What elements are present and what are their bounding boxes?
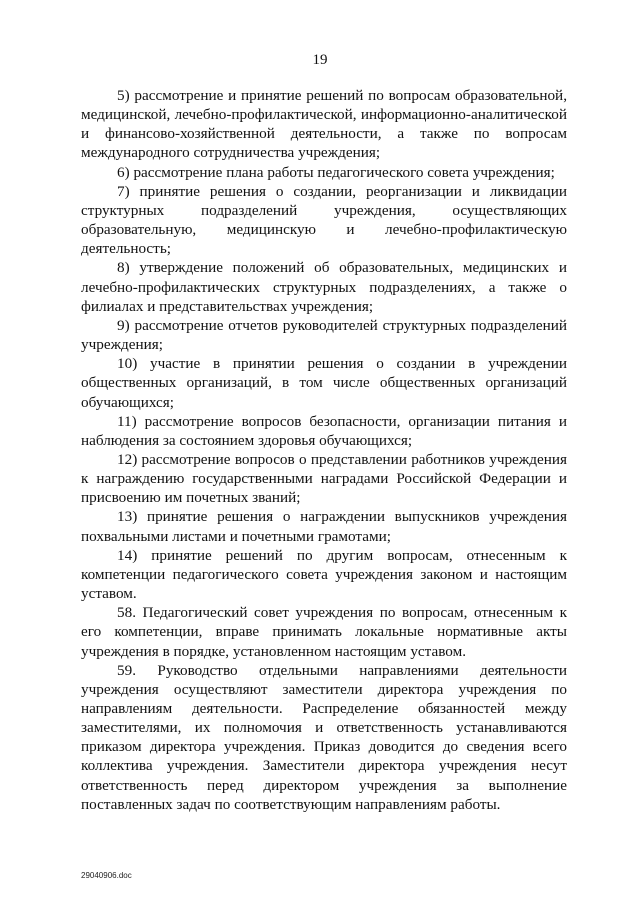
clause-58: 58. Педагогический совет учреждения по вопросам, отнесенным к его компетенции, вправе принимать локальные нормативные акты учреждения в порядке, установленном настоящим уставом. (81, 604, 567, 660)
document-body (81, 86, 567, 814)
list-item-7: 7) принятие решения о создании, реорганизации и ликвидации структурных подразделений учреждения, осуществляющих образовательную, медицинскую и лечебно-профилактическую деятельность; (81, 182, 567, 258)
list-item-12: 12) рассмотрение вопросов о представлении работников учреждения к награждению государственными наградами Российской Федерации и присвоению им почетных званий; (81, 450, 567, 507)
footer-filename: 29040906.doc (81, 871, 132, 880)
list-item-11: 11) рассмотрение вопросов безопасности, организации питания и наблюдения за состоянием здоровья обучающихся; (81, 412, 567, 449)
list-item-5: 5) рассмотрение и принятие решений по вопросам образовательной, медицинской, лечебно-профилактической, информационно-аналитической и финансово-хозяйственной деятельности, а также по вопросам международного сотрудничества учреждения; (81, 87, 567, 162)
page-number: 19 (312, 52, 328, 68)
list-item-14: 14) принятие решений по другим вопросам, отнесенным к компетенции педагогического совета учреждения законом и настоящим уставом. (81, 546, 567, 603)
list-item-10: 10) участие в принятии решения о создании в учреждении общественных организаций, в том числе общественных организаций обучающихся; (81, 355, 567, 411)
list-item-6: 6) рассмотрение плана работы педагогического совета учреждения; (117, 163, 555, 181)
list-item-9: 9) рассмотрение отчетов руководителей структурных подразделений учреждения; (81, 316, 567, 354)
clause-59: 59. Руководство отдельными направлениями деятельности учреждения осуществляют заместители директора учреждения по направлениям деятельности. Распределение обязанностей между заместителями, их полномочия и ответственность устанавливаются приказом директора учреждения. Приказ доводится до сведения всего коллектива учреждения. Заместители директора учреждения несут ответственность перед директором учреждения за выполнение поставленных задач по соответствующим направлениям работы. (81, 661, 567, 813)
list-item-13: 13) принятие решения о награждении выпускников учреждения похвальными листами и почетными грамотами; (81, 508, 567, 545)
list-item-8: 8) утверждение положений об образовательных, медицинских и лечебно-профилактических структурных подразделениях, а также о филиалах и представительствах учреждения; (81, 259, 567, 315)
